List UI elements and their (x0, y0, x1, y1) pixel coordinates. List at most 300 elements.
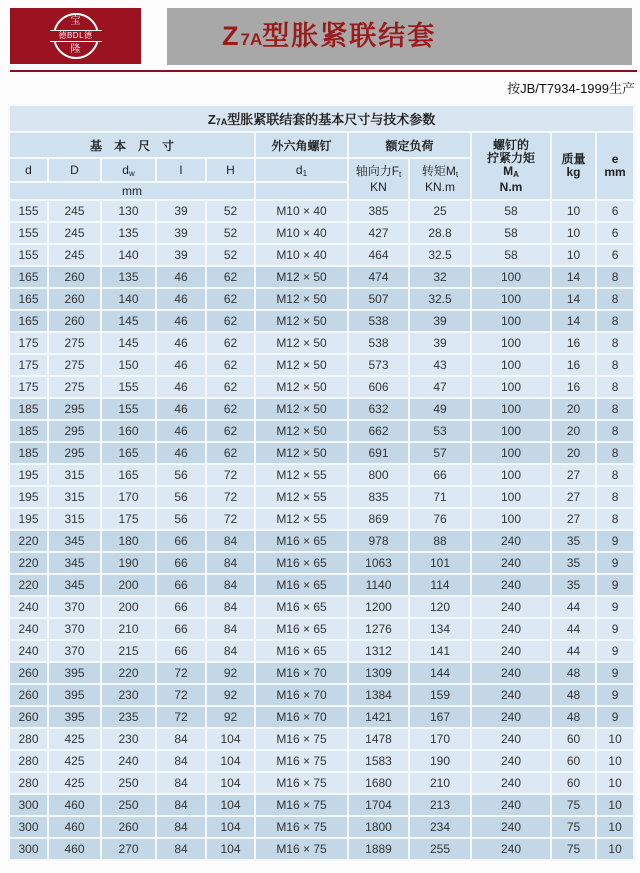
table-caption-row (9, 105, 634, 132)
table-row (9, 486, 634, 508)
cell: 869 (348, 508, 409, 530)
cell: 240 (471, 530, 551, 552)
cell: 155 (9, 200, 48, 222)
cell: 100 (471, 332, 551, 354)
cell: 370 (48, 596, 101, 618)
cell: 240 (471, 640, 551, 662)
cell: 20 (551, 420, 596, 442)
cell: 46 (156, 420, 206, 442)
cell: 295 (48, 442, 101, 464)
cell: M12 × 50 (255, 288, 348, 310)
cell: 315 (48, 486, 101, 508)
cell: 573 (348, 354, 409, 376)
cell: 39 (156, 244, 206, 266)
cell: 295 (48, 398, 101, 420)
cell: M12 × 50 (255, 420, 348, 442)
cell: 8 (596, 508, 634, 530)
cell: 104 (206, 728, 255, 750)
cell: 28.8 (409, 222, 471, 244)
cell: M12 × 50 (255, 398, 348, 420)
header-group-row (9, 132, 634, 158)
cell: 691 (348, 442, 409, 464)
cell: 135 (101, 222, 156, 244)
mass-label: 质量 (561, 152, 586, 166)
cell: 56 (156, 486, 206, 508)
cell: 8 (596, 486, 634, 508)
cell: 43 (409, 354, 471, 376)
e-unit: mm (604, 165, 626, 179)
cell: 48 (551, 684, 596, 706)
cell: 84 (156, 838, 206, 860)
cell: 175 (9, 332, 48, 354)
cell: M10 × 40 (255, 200, 348, 222)
cell: 104 (206, 750, 255, 772)
cell: 245 (48, 244, 101, 266)
table-row (9, 442, 634, 464)
divider-line (10, 70, 637, 72)
cell: 114 (409, 574, 471, 596)
cell: 234 (409, 816, 471, 838)
company-logo (10, 8, 141, 64)
cell: M16 × 65 (255, 552, 348, 574)
cell: 62 (206, 442, 255, 464)
cell: 165 (101, 464, 156, 486)
cell: 62 (206, 420, 255, 442)
cell: 66 (156, 530, 206, 552)
cell: 52 (206, 244, 255, 266)
cell: 210 (101, 618, 156, 640)
cell: M16 × 75 (255, 772, 348, 794)
cell: 46 (156, 398, 206, 420)
cell: 48 (551, 706, 596, 728)
cell: 75 (551, 794, 596, 816)
cell: 10 (596, 838, 634, 860)
cell: 100 (471, 420, 551, 442)
cell: 260 (9, 684, 48, 706)
torque-label: 转矩M (421, 163, 456, 178)
cell: 60 (551, 750, 596, 772)
cell: 39 (156, 222, 206, 244)
cell: 39 (156, 200, 206, 222)
cell: 240 (471, 574, 551, 596)
cell: 66 (156, 618, 206, 640)
cell: 345 (48, 574, 101, 596)
cell: 275 (48, 354, 101, 376)
cell: 240 (471, 750, 551, 772)
cell: 16 (551, 332, 596, 354)
cell: 62 (206, 376, 255, 398)
tightening-unit: N.m (499, 179, 523, 194)
table-row (9, 266, 634, 288)
cell: 32.5 (409, 244, 471, 266)
cell: 150 (101, 354, 156, 376)
cell: 10 (551, 222, 596, 244)
cell: 240 (101, 750, 156, 772)
cell: M12 × 55 (255, 508, 348, 530)
cell: 159 (409, 684, 471, 706)
cell: 370 (48, 640, 101, 662)
cell: 170 (101, 486, 156, 508)
cell: 250 (101, 772, 156, 794)
logo-text-band: 德BDL德 (50, 30, 102, 42)
cell: 8 (596, 288, 634, 310)
d1-sub: 1 (302, 168, 308, 178)
cell: 235 (101, 706, 156, 728)
cell: 240 (9, 596, 48, 618)
cell: 167 (409, 706, 471, 728)
cell: 260 (48, 310, 101, 332)
cell: 9 (596, 640, 634, 662)
cell: 72 (156, 684, 206, 706)
cell: 62 (206, 310, 255, 332)
cell: 52 (206, 200, 255, 222)
cell: M16 × 75 (255, 838, 348, 860)
cell: 84 (156, 728, 206, 750)
cell: 370 (48, 618, 101, 640)
cell: 240 (471, 662, 551, 684)
cell: 190 (409, 750, 471, 772)
header-basic-dimensions: 基 本 尺 寸 (9, 132, 255, 158)
cell: M12 × 50 (255, 354, 348, 376)
cell: 1478 (348, 728, 409, 750)
cell: 1704 (348, 794, 409, 816)
table-row (9, 684, 634, 706)
cell: 165 (9, 266, 48, 288)
cell: 134 (409, 618, 471, 640)
cell: 1063 (348, 552, 409, 574)
cell: 100 (471, 376, 551, 398)
cell: M16 × 65 (255, 574, 348, 596)
cell: 140 (101, 288, 156, 310)
table-row (9, 574, 634, 596)
cell: 8 (596, 464, 634, 486)
cell: 62 (206, 266, 255, 288)
cell: 464 (348, 244, 409, 266)
cell: 9 (596, 574, 634, 596)
cell: 71 (409, 486, 471, 508)
cell: 200 (101, 596, 156, 618)
cell: 27 (551, 464, 596, 486)
cell: 240 (471, 728, 551, 750)
cell: 144 (409, 662, 471, 684)
cell: 60 (551, 728, 596, 750)
cell: 84 (156, 816, 206, 838)
cell: 240 (471, 706, 551, 728)
dw-sub: w (128, 168, 135, 178)
cell: 1421 (348, 706, 409, 728)
cell: 44 (551, 596, 596, 618)
cell: 8 (596, 442, 634, 464)
header-col-d: d (9, 158, 48, 182)
cell: 58 (471, 244, 551, 266)
table-row (9, 420, 634, 442)
table-row (9, 596, 634, 618)
cell: 56 (156, 508, 206, 530)
cell: 240 (471, 618, 551, 640)
cell: 6 (596, 222, 634, 244)
table-row (9, 508, 634, 530)
cell: 20 (551, 398, 596, 420)
cell: 104 (206, 816, 255, 838)
axial-force-sub: t (399, 169, 402, 179)
logo-circle-emblem (53, 13, 99, 59)
cell: 66 (156, 596, 206, 618)
cell: 100 (471, 464, 551, 486)
cell: 1312 (348, 640, 409, 662)
cell: M12 × 50 (255, 376, 348, 398)
header-col-H: H (206, 158, 255, 182)
cell: M16 × 65 (255, 618, 348, 640)
cell: M16 × 65 (255, 596, 348, 618)
cell: 44 (551, 618, 596, 640)
cell: 175 (101, 508, 156, 530)
cell: 53 (409, 420, 471, 442)
cell: 10 (596, 794, 634, 816)
cell: 9 (596, 530, 634, 552)
header-col-torque (409, 158, 471, 200)
cell: 220 (9, 552, 48, 574)
cell: 20 (551, 442, 596, 464)
cell: 230 (101, 728, 156, 750)
table-caption (9, 105, 634, 132)
header-col-d1 (255, 158, 348, 182)
cell: 155 (101, 398, 156, 420)
cell: 9 (596, 684, 634, 706)
cell: 250 (101, 794, 156, 816)
cell: 57 (409, 442, 471, 464)
cell: 46 (156, 288, 206, 310)
cell: 75 (551, 838, 596, 860)
cell: M12 × 50 (255, 332, 348, 354)
cell: 84 (206, 596, 255, 618)
cell: 300 (9, 838, 48, 860)
header-col-axial-force (348, 158, 409, 200)
cell: 260 (9, 706, 48, 728)
table-row (9, 552, 634, 574)
table-row (9, 376, 634, 398)
caption-prefix: Z (207, 112, 216, 127)
cell: 425 (48, 728, 101, 750)
cell: 835 (348, 486, 409, 508)
cell: 141 (409, 640, 471, 662)
header-col-D: D (48, 158, 101, 182)
cell: 427 (348, 222, 409, 244)
cell: 170 (409, 728, 471, 750)
table-row (9, 530, 634, 552)
cell: 75 (551, 816, 596, 838)
cell: 195 (9, 486, 48, 508)
cell: 395 (48, 706, 101, 728)
cell: 9 (596, 596, 634, 618)
cell: 245 (48, 200, 101, 222)
cell: 1276 (348, 618, 409, 640)
cell: 35 (551, 552, 596, 574)
cell: 185 (9, 420, 48, 442)
cell: 185 (9, 398, 48, 420)
cell: 240 (471, 596, 551, 618)
cell: 104 (206, 838, 255, 860)
table-row (9, 640, 634, 662)
cell: 16 (551, 354, 596, 376)
standard-note: 按JB/T7934-1999生产 (507, 81, 635, 96)
table-row (9, 662, 634, 684)
cell: 8 (596, 310, 634, 332)
cell: 46 (156, 332, 206, 354)
cell: 100 (471, 266, 551, 288)
cell: 240 (9, 640, 48, 662)
cell: 474 (348, 266, 409, 288)
page-title (167, 8, 632, 68)
cell: 14 (551, 288, 596, 310)
page-title-rest: 型胀紧联结套 (262, 21, 437, 51)
cell: M16 × 75 (255, 816, 348, 838)
cell: 10 (596, 728, 634, 750)
cell: 8 (596, 398, 634, 420)
spec-table (8, 104, 635, 861)
cell: 100 (471, 398, 551, 420)
cell: 120 (409, 596, 471, 618)
cell: 145 (101, 310, 156, 332)
cell: 240 (9, 618, 48, 640)
cell: 1889 (348, 838, 409, 860)
cell: 44 (551, 640, 596, 662)
cell: 58 (471, 222, 551, 244)
cell: 104 (206, 794, 255, 816)
cell: 10 (596, 816, 634, 838)
cell: 9 (596, 618, 634, 640)
cell: 240 (471, 794, 551, 816)
cell: 66 (156, 552, 206, 574)
cell: 72 (156, 662, 206, 684)
table-row (9, 772, 634, 794)
cell: 32.5 (409, 288, 471, 310)
cell: 425 (48, 772, 101, 794)
cell: 135 (101, 266, 156, 288)
cell: 84 (206, 574, 255, 596)
cell: 84 (156, 794, 206, 816)
cell: M10 × 40 (255, 222, 348, 244)
cell: 280 (9, 728, 48, 750)
cell: 92 (206, 706, 255, 728)
cell: 9 (596, 552, 634, 574)
cell: 345 (48, 552, 101, 574)
cell: 460 (48, 838, 101, 860)
table-row (9, 706, 634, 728)
cell: 270 (101, 838, 156, 860)
cell: 425 (48, 750, 101, 772)
cell: 300 (9, 816, 48, 838)
torque-unit: KN.m (425, 179, 455, 194)
tightening-symbol-sub: A (513, 169, 519, 179)
cell: M16 × 75 (255, 728, 348, 750)
cell: 255 (409, 838, 471, 860)
cell: 220 (9, 530, 48, 552)
cell: 100 (471, 508, 551, 530)
cell: 160 (101, 420, 156, 442)
cell: 155 (9, 244, 48, 266)
cell: 155 (9, 222, 48, 244)
cell: M16 × 70 (255, 706, 348, 728)
table-row (9, 728, 634, 750)
logo-text-bottom: 隆 (70, 44, 81, 55)
cell: 195 (9, 508, 48, 530)
cell: 84 (206, 552, 255, 574)
cell: 101 (409, 552, 471, 574)
cell: 345 (48, 530, 101, 552)
cell: 240 (471, 552, 551, 574)
cell: 60 (551, 772, 596, 794)
cell: 1680 (348, 772, 409, 794)
cell: 175 (9, 354, 48, 376)
cell: 9 (596, 706, 634, 728)
cell: 8 (596, 354, 634, 376)
cell: 315 (48, 508, 101, 530)
cell: 16 (551, 376, 596, 398)
cell: 195 (9, 464, 48, 486)
cell: 315 (48, 464, 101, 486)
torque-sub: t (455, 169, 459, 179)
cell: 275 (48, 376, 101, 398)
cell: 47 (409, 376, 471, 398)
cell: 8 (596, 420, 634, 442)
cell: 52 (206, 222, 255, 244)
title-banner (167, 8, 632, 65)
cell: 155 (101, 376, 156, 398)
cell: 395 (48, 684, 101, 706)
cell: 140 (101, 244, 156, 266)
cell: 165 (101, 442, 156, 464)
cell: 8 (596, 266, 634, 288)
header-e (596, 132, 634, 200)
cell: 300 (9, 794, 48, 816)
cell: 72 (206, 508, 255, 530)
cell: 27 (551, 486, 596, 508)
cell: M12 × 50 (255, 442, 348, 464)
cell: 92 (206, 662, 255, 684)
cell: 1583 (348, 750, 409, 772)
tightening-line2: 拧紧力矩 (486, 150, 535, 165)
cell: 1800 (348, 816, 409, 838)
cell: 27 (551, 508, 596, 530)
logo-text-top: 宝 (70, 16, 81, 27)
cell: 35 (551, 530, 596, 552)
cell: 8 (596, 376, 634, 398)
cell: 240 (471, 772, 551, 794)
cell: 145 (101, 332, 156, 354)
table-row (9, 794, 634, 816)
page-title-prefix: Z (222, 21, 241, 51)
cell: 1140 (348, 574, 409, 596)
table-row (9, 244, 634, 266)
cell: 175 (9, 376, 48, 398)
cell: 1200 (348, 596, 409, 618)
caption-rest: 型胀紧联结套的基本尺寸与技术参数 (227, 112, 436, 127)
table-row (9, 288, 634, 310)
cell: 240 (471, 838, 551, 860)
cell: 230 (101, 684, 156, 706)
cell: 10 (596, 772, 634, 794)
cell: 165 (9, 310, 48, 332)
cell: 200 (101, 574, 156, 596)
cell: M12 × 55 (255, 464, 348, 486)
cell: 92 (206, 684, 255, 706)
cell: 100 (471, 354, 551, 376)
cell: 460 (48, 816, 101, 838)
cell: 100 (471, 486, 551, 508)
cell: 100 (471, 442, 551, 464)
cell: 84 (156, 772, 206, 794)
cell: M16 × 65 (255, 640, 348, 662)
